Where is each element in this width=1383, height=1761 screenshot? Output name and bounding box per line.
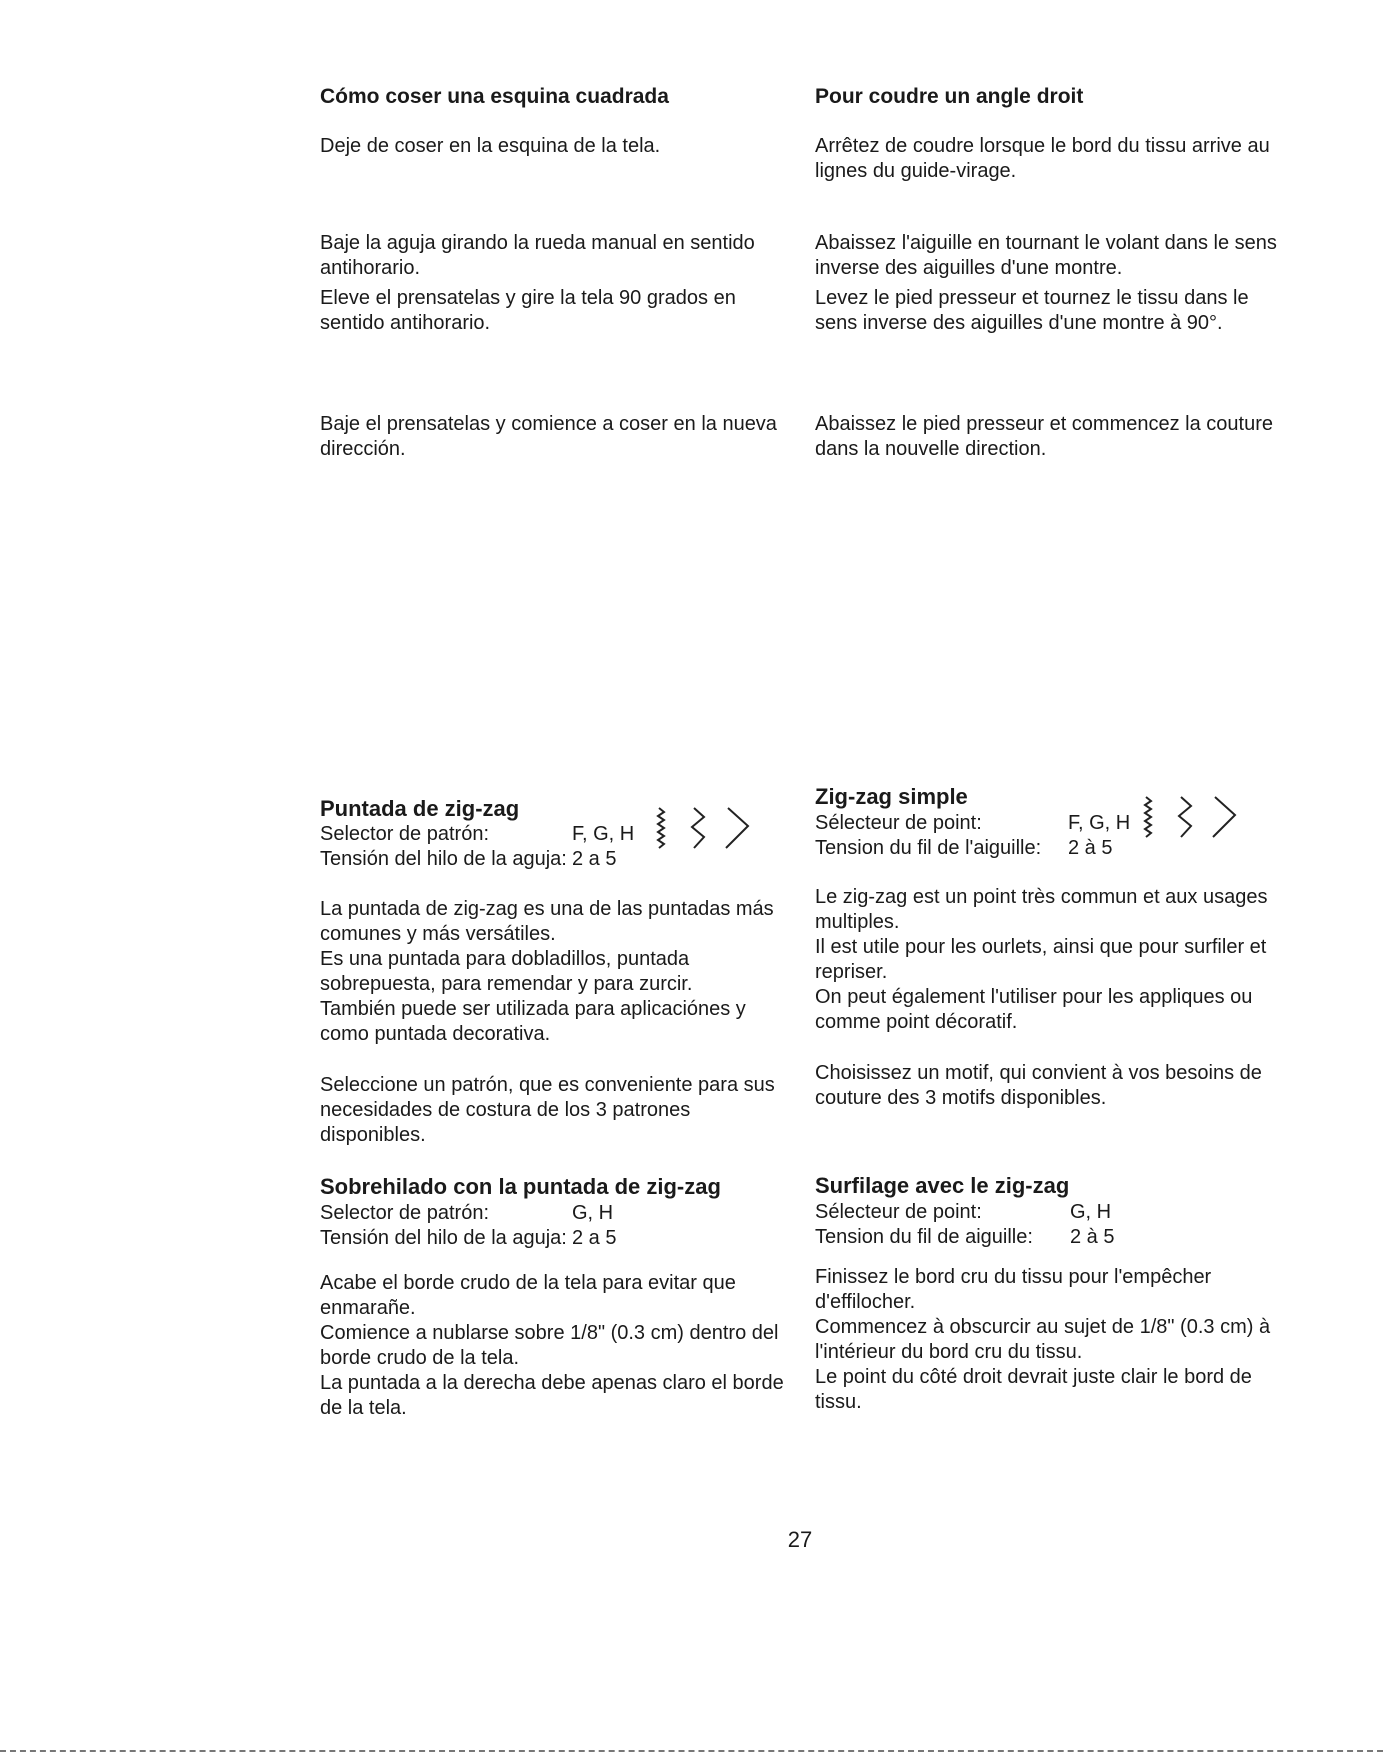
zigzag-wide-icon	[722, 806, 752, 850]
description-es: Acabe el borde crudo de la tela para evitar que enmarañe. Comience a nublarse sobre 1/8" (0.3 cm) dentro del borde crudo de la tela. La puntada a la derecha debe apenas claro el borde de la tela.	[320, 1272, 784, 1419]
section-title-es: Puntada de zig-zag	[320, 796, 520, 821]
step-text-fr: Abaissez l'aiguille en tournant le volant dans le sens inverse des aiguilles d'une montre. Levez le pied presseur et tournez le tissu dans le sens inverse des aiguilles d'une montre à 90°.	[815, 232, 1277, 334]
selector-value: G, H	[572, 1202, 614, 1224]
tension-label: Tension du fil de l'aiguille:	[815, 837, 1042, 859]
zigzag-narrow-icon	[654, 806, 668, 850]
selector-label: Selector de patrón:	[320, 1202, 489, 1224]
tension-label: Tensión del hilo de la aguja:	[320, 1227, 567, 1249]
section-title-fr: Pour coudre un angle droit	[815, 85, 1084, 108]
selector-label: Selector de patrón:	[320, 823, 489, 845]
page-number: 27	[787, 1527, 813, 1552]
step-text-fr: Abaissez le pied presseur et commencez la couture dans la nouvelle direction.	[815, 413, 1274, 460]
selector-value: G, H	[1070, 1201, 1112, 1223]
description-es: La puntada de zig-zag es una de las puntadas más comunes y más versátiles. Es una puntada para dobladillos, puntada sobrepuesta, para remendar y para zurcir. También puede ser utilizada para aplicaciónes y como puntada decorativa. Seleccione un patrón, que es conveniente para sus necesidades de costura de los 3 patrones disponibles.	[320, 898, 775, 1146]
selector-value: F, G, H	[572, 823, 635, 845]
step-text-es: Deje de coser en la esquina de la tela.	[320, 135, 661, 157]
tension-label: Tensión del hilo de la aguja:	[320, 848, 567, 870]
section-title-fr: Surfilage avec le zig-zag	[815, 1173, 1070, 1198]
tension-value: 2 a 5	[572, 848, 617, 870]
section-title-fr: Zig-zag simple	[815, 784, 968, 809]
zigzag-medium-icon	[1175, 795, 1195, 839]
tension-value: 2 a 5	[572, 1227, 617, 1249]
description-fr: Le zig-zag est un point très commun et aux usages multiples. Il est utile pour les ourlets, ainsi que pour surfiler et repriser. On peut également l'utiliser pour les appliques ou comme point décoratif. Choisissez un motif, qui convient à vos besoins de couture des 3 motifs disponibles.	[815, 886, 1268, 1109]
step-text-fr: Arrêtez de coudre lorsque le bord du tissu arrive au lignes du guide-virage.	[815, 135, 1270, 182]
tension-value: 2 à 5	[1070, 1226, 1115, 1248]
zigzag-narrow-icon	[1141, 795, 1155, 839]
zigzag-medium-icon	[688, 806, 708, 850]
page-edge-divider	[0, 1750, 1383, 1752]
step-text-es: Baje el prensatelas y comience a coser en la nueva dirección.	[320, 413, 777, 460]
section-title-es: Sobrehilado con la puntada de zig-zag	[320, 1174, 721, 1199]
selector-value: F, G, H	[1068, 812, 1131, 834]
section-title-es: Cómo coser una esquina cuadrada	[320, 85, 669, 108]
description-fr: Finissez le bord cru du tissu pour l'empêcher d'effilocher. Commencez à obscurcir au sujet de 1/8" (0.3 cm) à l'intérieur du bord cru du tissu. Le point du côté droit devrait juste clair le bord de tissu.	[815, 1266, 1271, 1413]
tension-label: Tension du fil de aiguille:	[815, 1226, 1033, 1248]
selector-label: Sélecteur de point:	[815, 1201, 982, 1223]
zigzag-wide-icon	[1209, 795, 1239, 839]
step-text-es: Baje la aguja girando la rueda manual en sentido antihorario. Eleve el prensatelas y gire la tela 90 grados en sentido antihorario.	[320, 232, 755, 334]
tension-value: 2 à 5	[1068, 837, 1113, 859]
selector-label: Sélecteur de point:	[815, 812, 982, 834]
